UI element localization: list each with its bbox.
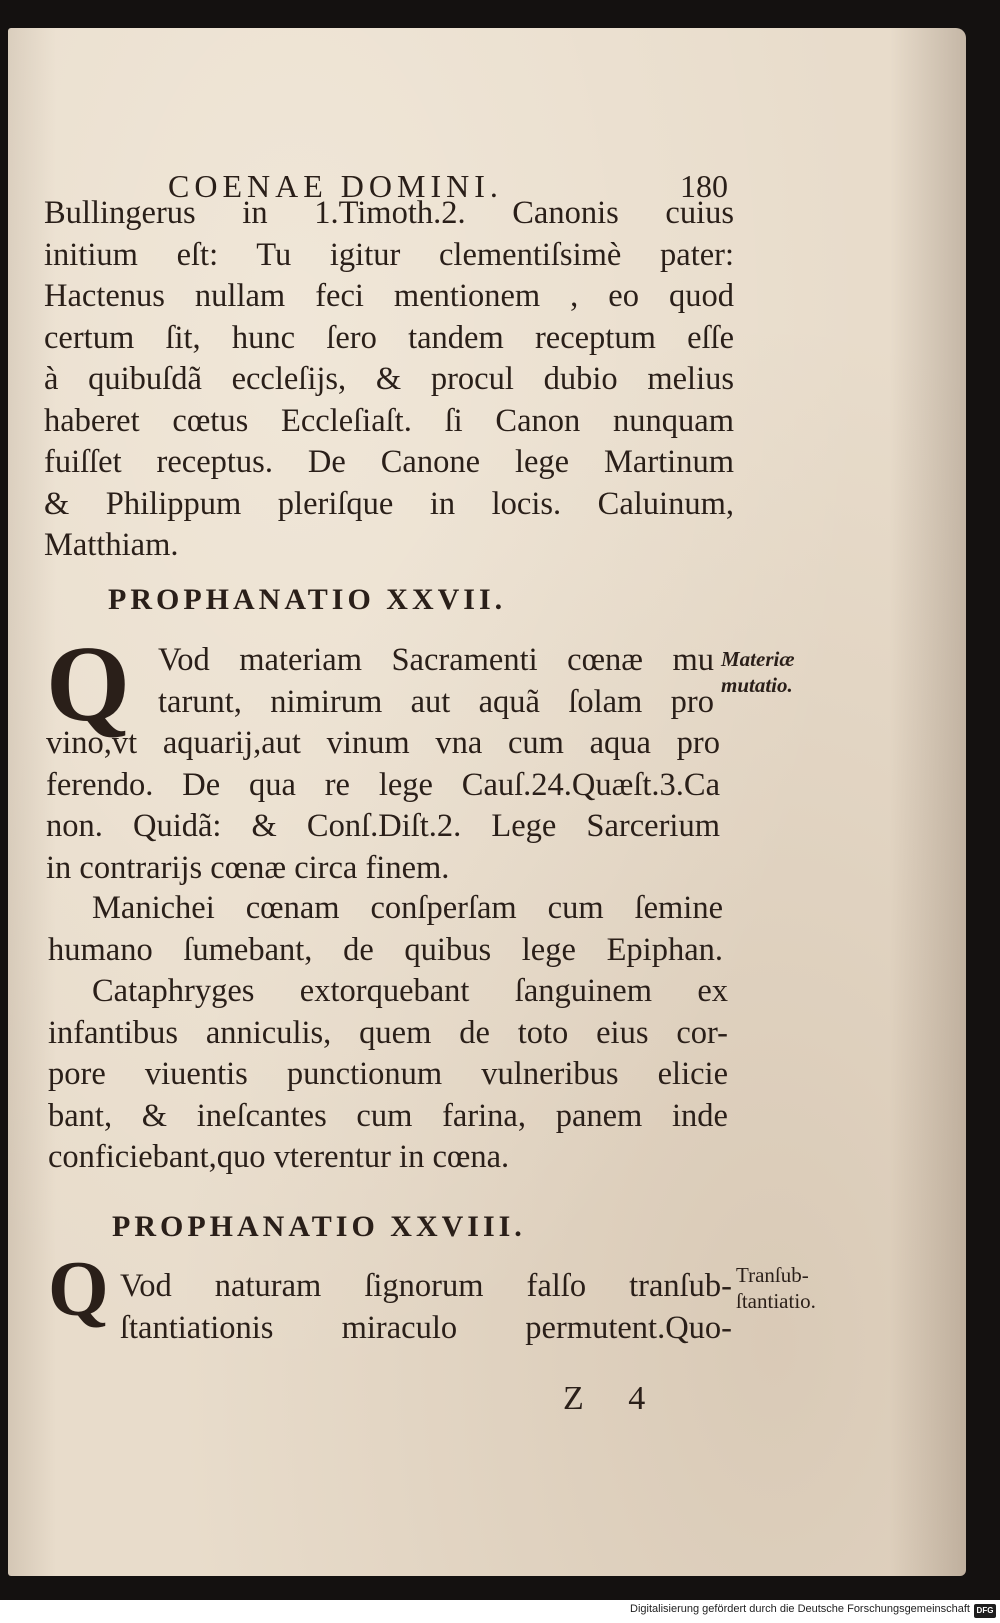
text-line: initium eſt: Tu igitur clementiſsimè pater: — [44, 236, 734, 273]
paragraph-bullingerus — [44, 193, 734, 567]
text-line: Matthiam. — [44, 527, 179, 563]
paragraph-materiam — [46, 723, 720, 889]
marginal-line: Tranſub- — [736, 1263, 809, 1287]
text-line: Bullingerus in 1.Timoth.2. Canonis cuius — [44, 195, 734, 231]
text-line: in contrarijs cœnæ circa finem. — [46, 849, 450, 886]
section-heading-xxviii: PROPHANATIO XXVIII. — [112, 1210, 526, 1243]
text-line: haberet cœtus Eccleſiaſt. ſi Canon nunquam — [44, 402, 734, 439]
section-heading-xxvii: PROPHANATIO XXVII. — [108, 583, 507, 616]
drop-cap-initial: Q — [46, 625, 131, 744]
text-line: fuiſſet receptus. De Canone lege Martinum — [44, 444, 734, 480]
book-page — [8, 28, 966, 1576]
text-line: vino,vt aquarij,aut vinum vna cum aqua pro — [46, 725, 720, 761]
digitization-footer — [0, 1600, 1000, 1623]
paragraph-manichei — [48, 888, 723, 971]
marginal-note-transubstantiatio — [736, 1262, 816, 1314]
paragraph-cataphryges — [48, 971, 728, 1179]
text-line: à quibuſdã eccleſijs, & procul dubio melius — [44, 361, 734, 397]
marginal-line: mutatio. — [721, 673, 793, 697]
page-number: 180 — [680, 168, 728, 204]
text-line: tarunt, nimirum aut aquã ſolam pro — [158, 683, 714, 720]
text-line: humano ſumebant, de quibus lege Epiphan. — [48, 931, 723, 968]
text-line: bant, & ineſcantes cum farina, panem inde — [48, 1097, 728, 1134]
marginal-line: Materiæ — [721, 647, 795, 671]
text-line: Hactenus nullam feci mentionem , eo quod — [44, 278, 734, 314]
first-lines-xxvii — [158, 640, 714, 723]
text-line: Manichei cœnam conſperſam cum ſemine — [92, 890, 723, 926]
text-line: Vod materiam Sacramenti cœnæ mu — [158, 642, 714, 678]
text-line: infantibus anniculis, quem de toto eius cor- — [48, 1014, 728, 1051]
text-line: certum ſit, hunc ſero tandem receptum eſſe — [44, 319, 734, 356]
text-line: pore viuentis punctionum vulneribus elicie — [48, 1056, 728, 1092]
running-title: COENAE DOMINI. — [168, 168, 503, 204]
text-line: Cataphryges extorquebant ſanguinem ex — [92, 973, 728, 1009]
text-line: non. Quidã: & Conſ.Diſt.2. Lege Sarcerium — [46, 808, 720, 844]
dfg-logo-icon: DFG — [974, 1604, 996, 1618]
marginal-note-materiae — [721, 646, 795, 698]
text-line: & Philippum pleriſque in locis. Caluinum, — [44, 485, 734, 522]
signature-mark: Z 4 — [563, 1380, 664, 1417]
funding-credit: Digitalisierung gefördert durch die Deutsche Forschungsgemeinschaft — [630, 1603, 970, 1615]
marginal-line: ſtantiatio. — [736, 1289, 816, 1313]
first-lines-xxviii — [120, 1266, 732, 1349]
text-line: ſtantiationis miraculo permutent.Quo- — [120, 1309, 732, 1346]
text-line: Vod naturam ſignorum falſo tranſub- — [120, 1268, 732, 1304]
drop-cap-initial: Q — [48, 1245, 109, 1332]
text-line: ferendo. De qua re lege Cauſ.24.Quæſt.3.Ca — [46, 766, 720, 803]
text-line: conficiebant,quo vterentur in cœna. — [48, 1139, 510, 1175]
